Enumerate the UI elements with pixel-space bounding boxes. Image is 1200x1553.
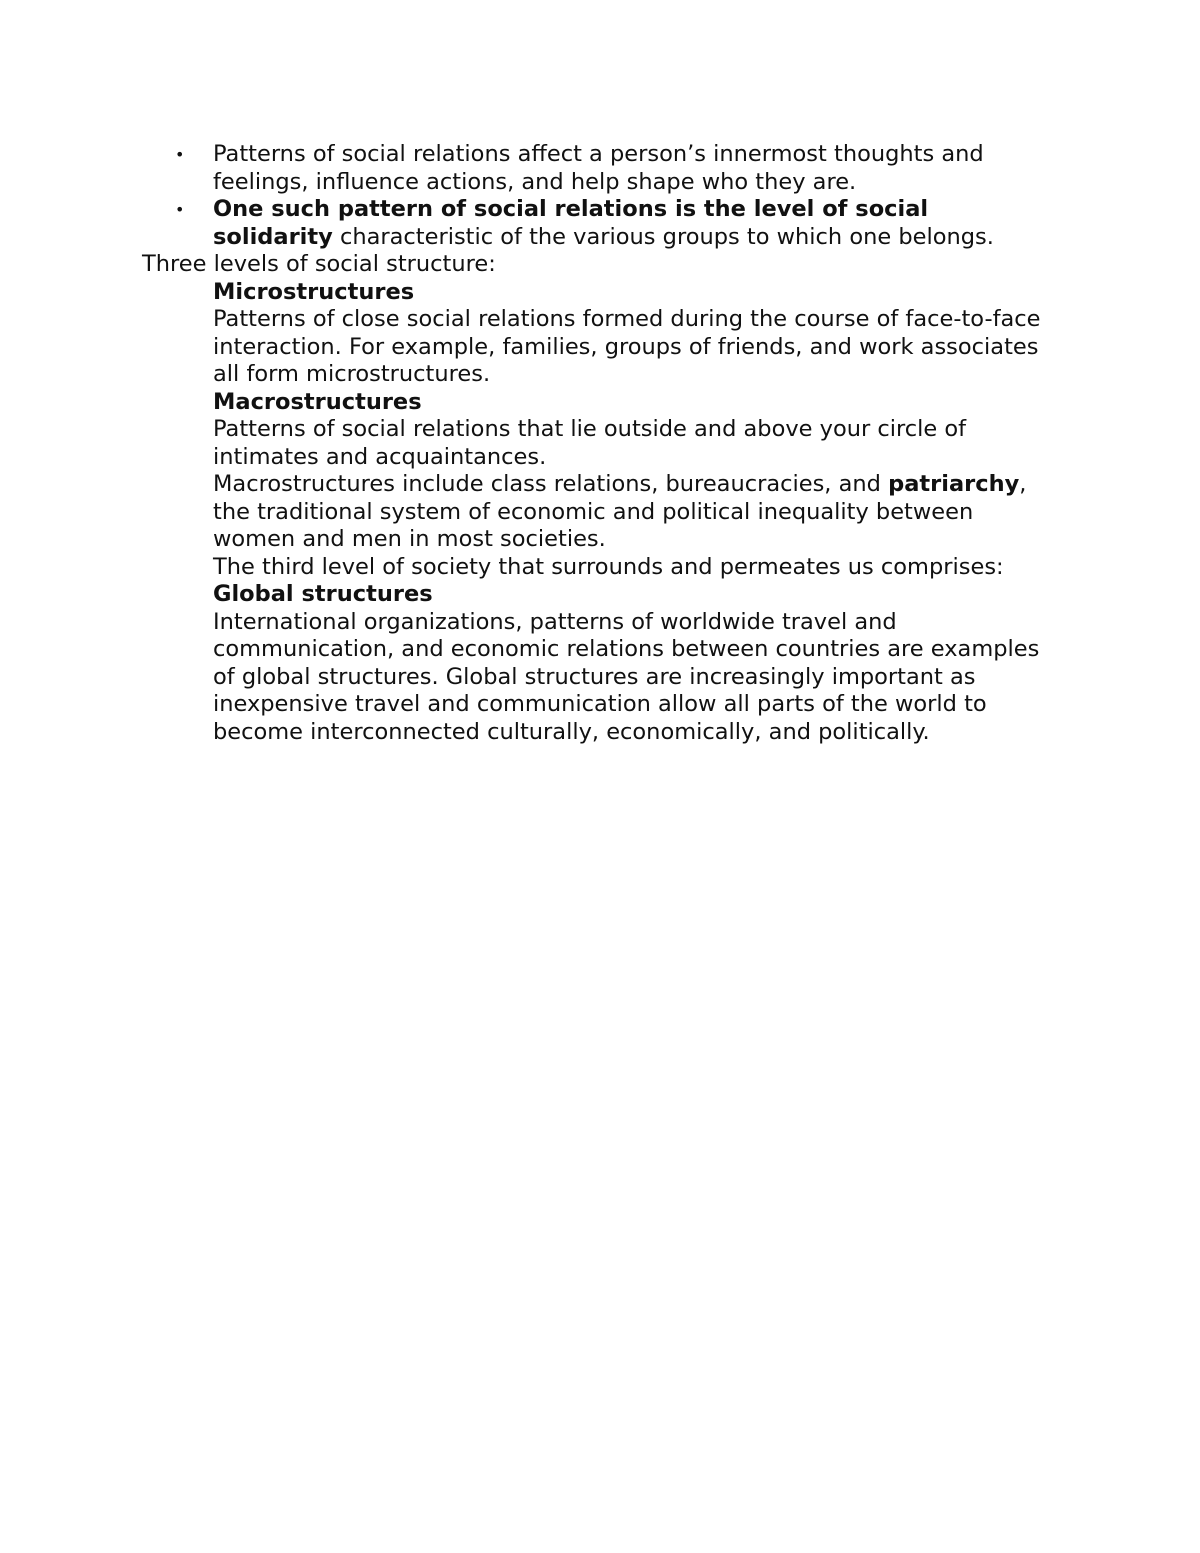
transition-line: The third level of society that surrounds and permeates us comprises: <box>213 553 1004 580</box>
bullet-text: characteristic of the various groups to which one belongs. <box>332 223 994 250</box>
bullet-item-social-solidarity <box>142 196 1042 251</box>
macro-body: Patterns of social relations that lie outside and above your circle of intimates and acquaintances. <box>213 416 967 470</box>
macro-extra-before: Macrostructures include class relations, bureaucracies, and <box>213 471 889 497</box>
macro-extra <box>213 471 1042 554</box>
document-body <box>142 141 1042 746</box>
micro-heading: Microstructures <box>213 278 415 305</box>
patriarchy-term: patriarchy <box>888 471 1020 497</box>
bullet-item-social-relations <box>142 141 1042 196</box>
global-body: International organizations, patterns of worldwide travel and communication, and economic relations between countries are examples of global structures. Global structures are increasingly important as inexpensive travel and communication allow all parts of the world to become interconnected culturally, economically, and politically. <box>213 608 1040 745</box>
macro-heading: Macrostructures <box>213 388 422 415</box>
bullet-bold-text: One such pattern of social relations is the level of social solidarity <box>213 196 929 250</box>
bullet-icon: • <box>175 200 185 219</box>
bullet-icon: • <box>175 145 185 164</box>
structure-sections <box>142 279 1042 747</box>
macro-extra-after: , the traditional system of economic and political inequality between women and men in most societies. <box>213 471 1027 552</box>
intro-line: Three levels of social structure: <box>142 251 496 277</box>
bullet-text: Patterns of social relations affect a person’s innermost thoughts and feelings, influence actions, and help shape who they are. <box>213 141 984 195</box>
global-heading: Global structures <box>213 581 433 607</box>
micro-body: Patterns of close social relations formed during the course of face-to-face interaction. For example, families, groups of friends, and work associates all form microstructures. <box>213 306 1041 387</box>
bullet-list <box>142 141 1042 251</box>
